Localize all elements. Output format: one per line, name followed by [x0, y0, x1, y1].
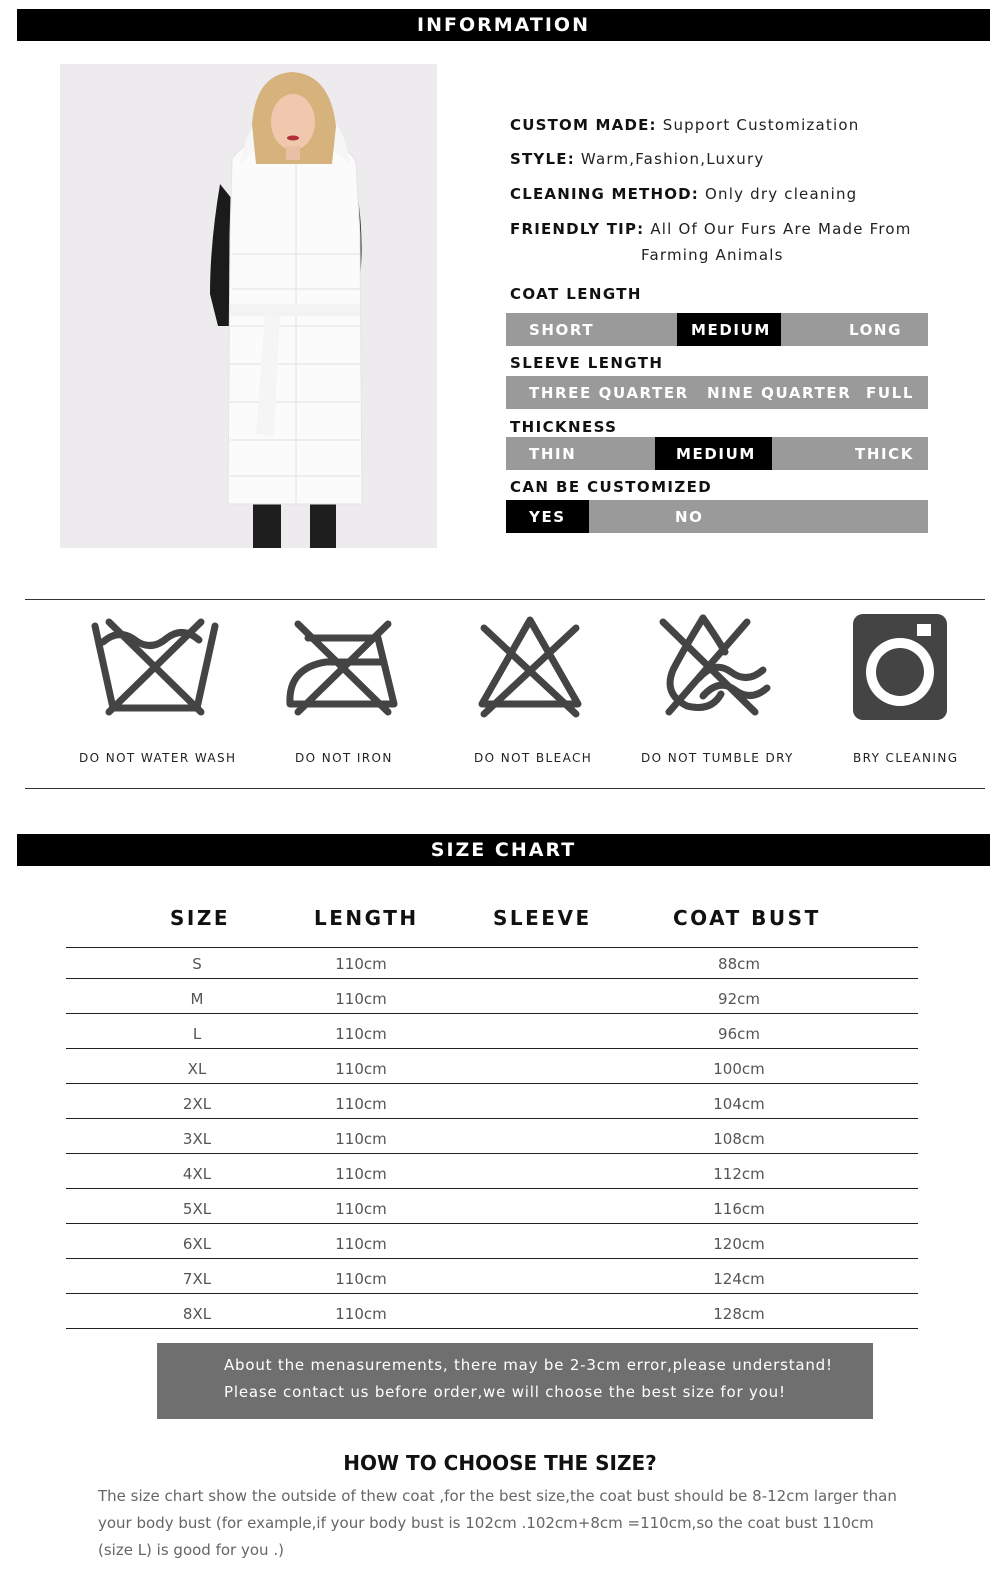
cell-bust: 120cm [713, 1235, 765, 1253]
table-header-line [66, 947, 918, 948]
care-label-tumble-dry: DO NOT TUMBLE DRY [641, 751, 794, 765]
cell-size: 8XL [182, 1305, 212, 1323]
size-chart-banner [17, 834, 990, 866]
row-divider [66, 1083, 918, 1084]
cell-size: L [192, 1025, 202, 1043]
care-bottom-divider [25, 788, 985, 789]
header-size: SIZE [170, 906, 231, 930]
cell-size: 5XL [182, 1200, 212, 1218]
cell-length: 110cm [335, 955, 387, 973]
information-banner [17, 9, 990, 41]
thickness-bar [506, 437, 928, 470]
cell-size: XL [187, 1060, 207, 1078]
cell-length: 110cm [335, 990, 387, 1008]
care-item-iron [253, 608, 433, 723]
cell-length: 110cm [335, 1095, 387, 1113]
cell-size: 2XL [182, 1095, 212, 1113]
care-item-dry-cleaning [812, 608, 992, 723]
no-tumble-dry-icon [651, 608, 781, 723]
row-divider [66, 1223, 918, 1224]
row-divider [66, 1048, 918, 1049]
row-divider [66, 1013, 918, 1014]
cell-size: S [192, 955, 202, 973]
no-water-wash-icon [85, 608, 225, 723]
thickness-medium[interactable]: MEDIUM [655, 437, 772, 470]
no-iron-icon [278, 608, 408, 723]
row-divider [66, 1293, 918, 1294]
cell-length: 110cm [335, 1165, 387, 1183]
measurement-note [157, 1343, 873, 1419]
coat-length-bar [506, 313, 928, 346]
header-length: LENGTH [314, 906, 419, 930]
care-label-iron: DO NOT IRON [295, 751, 393, 765]
cell-length: 110cm [335, 1060, 387, 1078]
size-chart-title: SIZE CHART [430, 839, 577, 861]
thickness-label: THICKNESS [510, 418, 618, 436]
cell-bust: 104cm [713, 1095, 765, 1113]
row-divider [66, 1153, 918, 1154]
cell-bust: 96cm [718, 1025, 760, 1043]
row-divider [66, 1188, 918, 1189]
cell-size: 6XL [182, 1235, 212, 1253]
cell-bust: 124cm [713, 1270, 765, 1288]
cell-bust: 88cm [718, 955, 760, 973]
customized-no[interactable]: NO [675, 507, 704, 526]
information-title: INFORMATION [417, 14, 590, 36]
customized-label: CAN BE CUSTOMIZED [510, 478, 713, 496]
cell-size: M [190, 990, 204, 1008]
care-label-dry-cleaning: BRY CLEANING [853, 751, 959, 765]
care-label-bleach: DO NOT BLEACH [474, 751, 593, 765]
header-sleeve: SLEEVE [493, 906, 592, 930]
model-illustration [60, 64, 437, 548]
row-divider [66, 1258, 918, 1259]
sleeve-three-quarter[interactable]: THREE QUARTER [529, 383, 689, 402]
cell-length: 110cm [335, 1235, 387, 1253]
cell-size: 4XL [182, 1165, 212, 1183]
cell-size: 7XL [182, 1270, 212, 1288]
coat-length-long[interactable]: LONG [848, 320, 902, 339]
info-custom-made: CUSTOM MADE: Support Customization [510, 116, 860, 134]
dry-cleaning-icon [847, 608, 957, 723]
cell-bust: 108cm [713, 1130, 765, 1148]
note-line-1: About the menasurements, there may be 2-3cm error,please understand! [224, 1356, 833, 1374]
row-divider [66, 978, 918, 979]
info-friendly-tip-cont: Farming Animals [641, 246, 784, 264]
info-style: STYLE: Warm,Fashion,Luxury [510, 150, 765, 168]
care-item-bleach [440, 608, 620, 723]
cell-length: 110cm [335, 1270, 387, 1288]
care-item-water-wash [65, 608, 245, 723]
cell-bust: 116cm [713, 1200, 765, 1218]
care-top-divider [25, 599, 985, 600]
cell-bust: 100cm [713, 1060, 765, 1078]
cell-length: 110cm [335, 1200, 387, 1218]
product-photo [60, 64, 437, 548]
thickness-thick[interactable]: THICK [855, 444, 914, 463]
cell-size: 3XL [182, 1130, 212, 1148]
thickness-thin[interactable]: THIN [529, 444, 577, 463]
cell-bust: 92cm [718, 990, 760, 1008]
sleeve-nine-quarter[interactable]: NINE QUARTER [707, 383, 852, 402]
sleeve-length-bar [506, 376, 928, 409]
cell-length: 110cm [335, 1305, 387, 1323]
care-label-water-wash: DO NOT WATER WASH [79, 751, 237, 765]
coat-length-label: COAT LENGTH [510, 285, 642, 303]
info-friendly-tip: FRIENDLY TIP: All Of Our Furs Are Made From [510, 220, 912, 238]
row-divider [66, 1328, 918, 1329]
customized-bar [506, 500, 928, 533]
no-bleach-icon [470, 608, 590, 723]
howto-title: HOW TO CHOOSE THE SIZE? [343, 1451, 657, 1475]
customized-yes[interactable]: YES [506, 500, 589, 533]
row-divider [66, 1118, 918, 1119]
cell-length: 110cm [335, 1025, 387, 1043]
note-line-2: Please contact us before order,we will choose the best size for you! [224, 1383, 786, 1401]
care-item-tumble-dry [626, 608, 806, 723]
coat-length-short[interactable]: SHORT [529, 320, 595, 339]
cell-length: 110cm [335, 1130, 387, 1148]
coat-length-medium[interactable]: MEDIUM [677, 313, 781, 346]
header-coat-bust: COAT BUST [673, 906, 821, 930]
sleeve-full[interactable]: FULL [866, 383, 914, 402]
cell-bust: 112cm [713, 1165, 765, 1183]
sleeve-length-label: SLEEVE LENGTH [510, 354, 664, 372]
cell-bust: 128cm [713, 1305, 765, 1323]
info-cleaning-method: CLEANING METHOD: Only dry cleaning [510, 185, 858, 203]
howto-text: The size chart show the outside of thew coat ,for the best size,the coat bust should be 8-12cm larger than your body bust (for example,if your body bust is 102cm .102cm+8cm =110cm,so the coat bust 110cm (size L) is good for you .) [98, 1487, 897, 1559]
